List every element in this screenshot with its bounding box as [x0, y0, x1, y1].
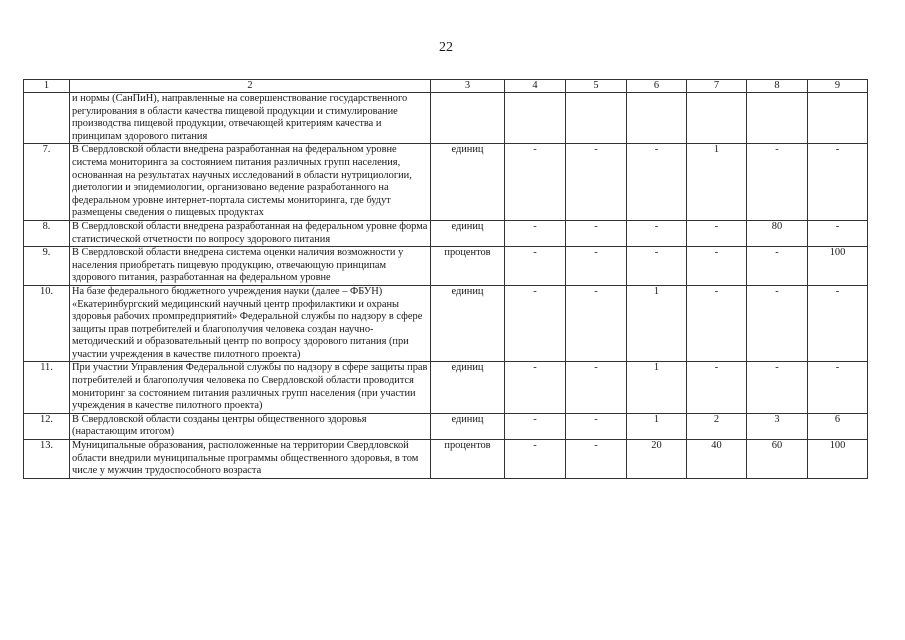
- value-cell: -: [687, 220, 747, 246]
- value-cell: -: [566, 440, 627, 479]
- value-cell: -: [747, 144, 808, 221]
- header-row: [24, 80, 868, 93]
- table-row: [24, 440, 868, 479]
- row-number-cell: 7.: [24, 144, 70, 221]
- table-row: [24, 285, 868, 362]
- header-cell: 5: [566, 80, 627, 93]
- header-cell: 1: [24, 80, 70, 93]
- table-row: [24, 220, 868, 246]
- indicator-text-cell: и нормы (СанПиН), направленные на совершенствование государственного регулирования в области качества пищевой продукции и стимулирование производства пищевой продукции, отвечающей критериям качества и принципам здорового питания: [70, 93, 431, 144]
- unit-cell: процентов: [431, 440, 505, 479]
- value-cell: 1: [687, 144, 747, 221]
- value-cell: 40: [687, 440, 747, 479]
- value-cell: -: [687, 285, 747, 362]
- row-number-cell: 9.: [24, 247, 70, 286]
- header-cell: 2: [70, 80, 431, 93]
- value-cell: [566, 93, 627, 144]
- header-cell: 9: [808, 80, 868, 93]
- value-cell: 100: [808, 440, 868, 479]
- value-cell: -: [505, 440, 566, 479]
- value-cell: -: [808, 285, 868, 362]
- value-cell: 3: [747, 413, 808, 439]
- value-cell: -: [505, 144, 566, 221]
- value-cell: 100: [808, 247, 868, 286]
- unit-cell: процентов: [431, 247, 505, 286]
- value-cell: -: [747, 362, 808, 413]
- value-cell: [687, 93, 747, 144]
- value-cell: 1: [627, 362, 687, 413]
- value-cell: -: [566, 285, 627, 362]
- value-cell: 1: [627, 285, 687, 362]
- unit-cell: единиц: [431, 285, 505, 362]
- indicator-text-cell: В Свердловской области внедрена разработанная на федеральном уровне система мониторинга за состоянием питания различных групп населения, основанная на результатах научных исследований в области нутрициологии, диетологии и эпидемиологии, организовано ведение разработанного на федеральном уровне интернет-портала системы мониторинга, где будут размещены сведения о пищевых продуктах: [70, 144, 431, 221]
- value-cell: -: [747, 247, 808, 286]
- value-cell: -: [566, 413, 627, 439]
- header-cell: 6: [627, 80, 687, 93]
- value-cell: 1: [627, 413, 687, 439]
- value-cell: -: [566, 362, 627, 413]
- value-cell: [747, 93, 808, 144]
- value-cell: -: [627, 144, 687, 221]
- row-number-cell: 12.: [24, 413, 70, 439]
- table-row: [24, 93, 868, 144]
- indicators-table: [23, 79, 868, 479]
- header-cell: 4: [505, 80, 566, 93]
- indicator-text-cell: В Свердловской области внедрена разработанная на федеральном уровне форма статистической отчетности по вопросу здорового питания: [70, 220, 431, 246]
- value-cell: -: [566, 247, 627, 286]
- value-cell: [808, 93, 868, 144]
- table-row: [24, 247, 868, 286]
- value-cell: -: [808, 144, 868, 221]
- row-number-cell: 11.: [24, 362, 70, 413]
- page-number: 22: [439, 40, 453, 55]
- header-cell: 7: [687, 80, 747, 93]
- value-cell: -: [505, 247, 566, 286]
- unit-cell: единиц: [431, 362, 505, 413]
- table-row: [24, 362, 868, 413]
- value-cell: -: [566, 220, 627, 246]
- unit-cell: [431, 93, 505, 144]
- header-cell: 3: [431, 80, 505, 93]
- value-cell: -: [627, 220, 687, 246]
- table-row: [24, 144, 868, 221]
- value-cell: -: [808, 362, 868, 413]
- row-number-cell: 8.: [24, 220, 70, 246]
- row-number-cell: 13.: [24, 440, 70, 479]
- table-row: [24, 413, 868, 439]
- header-cell: 8: [747, 80, 808, 93]
- value-cell: -: [687, 362, 747, 413]
- unit-cell: единиц: [431, 144, 505, 221]
- unit-cell: единиц: [431, 413, 505, 439]
- indicator-text-cell: Муниципальные образования, расположенные на территории Свердловской области внедрили муниципальные программы общественного здоровья, в том числе у мужчин трудоспособного возраста: [70, 440, 431, 479]
- indicator-text-cell: При участии Управления Федеральной службы по надзору в сфере защиты прав потребителей и благополучия человека по Свердловской области проводится мониторинг за состоянием питания различных групп населения (при участии учреждения в качестве пилотного проекта): [70, 362, 431, 413]
- unit-cell: единиц: [431, 220, 505, 246]
- value-cell: 20: [627, 440, 687, 479]
- row-number-cell: 10.: [24, 285, 70, 362]
- value-cell: [505, 93, 566, 144]
- value-cell: -: [747, 285, 808, 362]
- indicator-text-cell: В Свердловской области внедрена система оценки наличия возможности у населения приобретать пищевую продукцию, отвечающую принципам здорового питания, разработанная на федеральном уровне: [70, 247, 431, 286]
- value-cell: -: [808, 220, 868, 246]
- indicator-text-cell: На базе федерального бюджетного учреждения науки (далее – ФБУН) «Екатеринбургский медицинский научный центр профилактики и охраны здоровья рабочих промпредприятий» Федеральной службы по надзору в сфере защиты прав потребителей и благополучия человека создан научно-методический и образовательный центр по вопросу здорового питания (при участии учреждения в качестве пилотного проекта): [70, 285, 431, 362]
- value-cell: [627, 93, 687, 144]
- value-cell: -: [566, 144, 627, 221]
- value-cell: -: [505, 220, 566, 246]
- value-cell: 60: [747, 440, 808, 479]
- value-cell: 2: [687, 413, 747, 439]
- value-cell: -: [505, 285, 566, 362]
- value-cell: -: [505, 413, 566, 439]
- value-cell: -: [687, 247, 747, 286]
- value-cell: -: [627, 247, 687, 286]
- value-cell: 6: [808, 413, 868, 439]
- value-cell: -: [505, 362, 566, 413]
- indicator-text-cell: В Свердловской области созданы центры общественного здоровья (нарастающим итогом): [70, 413, 431, 439]
- row-number-cell: [24, 93, 70, 144]
- value-cell: 80: [747, 220, 808, 246]
